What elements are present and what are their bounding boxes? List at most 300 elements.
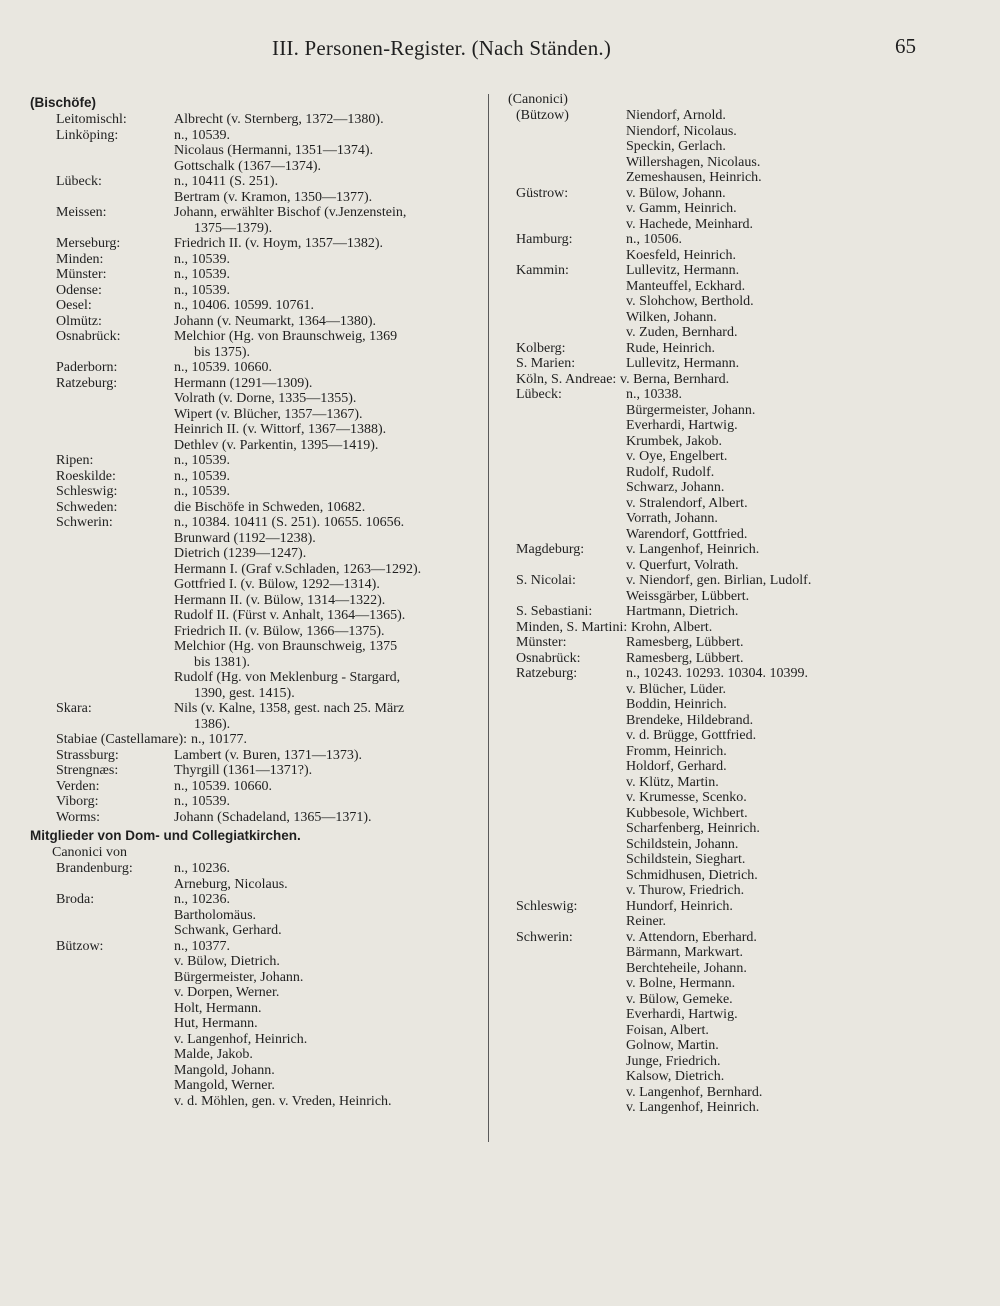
register-entry bbox=[508, 465, 978, 481]
entry-text: n., 10539. bbox=[174, 267, 230, 282]
entry-place: Paderborn: bbox=[56, 360, 118, 375]
entry-text: v. Dorpen, Werner. bbox=[174, 985, 280, 1000]
register-entry bbox=[508, 248, 978, 264]
entry-place: S. Sebastiani: bbox=[516, 604, 593, 619]
entry-text: v. Bülow, Gemeke. bbox=[626, 991, 733, 1007]
register-entry bbox=[508, 434, 978, 450]
entry-text: Schildstein, Johann. bbox=[626, 836, 739, 852]
register-entry bbox=[508, 279, 978, 295]
entry-text: n., 10539. bbox=[174, 282, 230, 298]
entry-place: Lübeck: bbox=[56, 174, 102, 189]
canonici-register-continued bbox=[508, 108, 978, 1116]
entry-text: Hundorf, Heinrich. bbox=[626, 898, 733, 914]
entry-text: n., 10177. bbox=[191, 732, 247, 747]
register-entry bbox=[508, 403, 978, 419]
entry-place: Merseburg: bbox=[56, 236, 121, 251]
entry-text: Brendeke, Hildebrand. bbox=[626, 712, 754, 728]
entry-text: Brunward (1192—1238). bbox=[174, 530, 316, 546]
register-entry bbox=[30, 298, 480, 314]
register-entry bbox=[30, 283, 480, 299]
register-entry bbox=[508, 294, 978, 310]
entry-text: Hartmann, Dietrich. bbox=[626, 604, 739, 619]
entry-text: n., 10406. 10599. 10761. bbox=[174, 298, 314, 313]
register-entry bbox=[30, 515, 480, 531]
entry-place: Kolberg: bbox=[516, 340, 566, 356]
entry-place: Schweden: bbox=[56, 499, 118, 515]
entry-place: Verden: bbox=[56, 778, 100, 794]
register-entry bbox=[508, 852, 978, 868]
entry-text: Schwank, Gerhard. bbox=[174, 923, 282, 938]
register-entry bbox=[508, 666, 978, 682]
page-title: III. Personen-Register. (Nach Ständen.) bbox=[272, 36, 612, 60]
register-entry bbox=[30, 345, 480, 361]
entry-text: Bürgermeister, Johann. bbox=[174, 969, 304, 985]
entry-text: v. d. Brügge, Gottfried. bbox=[626, 728, 757, 743]
entry-place: Meissen: bbox=[56, 205, 107, 220]
register-entry bbox=[30, 360, 480, 376]
entry-place: Güstrow: bbox=[516, 185, 569, 201]
register-entry bbox=[30, 407, 480, 423]
register-entry bbox=[508, 635, 978, 651]
entry-text: v. Bülow, Dietrich. bbox=[174, 954, 280, 969]
entry-text: Manteuffel, Eckhard. bbox=[626, 278, 746, 294]
entry-text: Schwarz, Johann. bbox=[626, 480, 725, 495]
entry-text: Rudolf, Rudolf. bbox=[626, 464, 715, 480]
entry-place: (Bützow) bbox=[516, 108, 569, 123]
entry-place: Worms: bbox=[56, 809, 100, 825]
register-entry bbox=[30, 763, 480, 779]
entry-text: n., 10377. bbox=[174, 938, 230, 954]
register-entry bbox=[508, 1069, 978, 1085]
entry-place: Lübeck: bbox=[516, 387, 562, 402]
entry-text: Bartholomäus. bbox=[174, 907, 257, 923]
entry-place: Ratzeburg: bbox=[56, 375, 118, 391]
register-entry bbox=[30, 531, 480, 547]
entry-text: Lullevitz, Hermann. bbox=[626, 263, 740, 278]
entry-text: Hermann II. (v. Bülow, 1314—1322). bbox=[174, 592, 386, 608]
entry-text: Friedrich II. (v. Bülow, 1366—1375). bbox=[174, 623, 385, 639]
entry-text: n., 10539. bbox=[174, 794, 230, 809]
register-entry bbox=[30, 484, 480, 500]
register-entry bbox=[30, 1078, 480, 1094]
register-entry bbox=[30, 985, 480, 1001]
register-entry bbox=[508, 496, 978, 512]
page-header bbox=[0, 36, 1000, 66]
register-entry bbox=[508, 124, 978, 140]
entry-text: n., 10539. bbox=[174, 468, 230, 484]
entry-place: Münster: bbox=[516, 635, 567, 650]
register-entry bbox=[30, 391, 480, 407]
register-entry bbox=[30, 546, 480, 562]
register-entry bbox=[508, 1038, 978, 1054]
entry-text: Melchior (Hg. von Braunschweig, 1375 bbox=[174, 639, 398, 654]
entry-text: Albrecht (v. Sternberg, 1372—1380). bbox=[174, 112, 384, 127]
register-entry bbox=[508, 341, 978, 357]
entry-text: bis 1381). bbox=[194, 654, 250, 670]
register-entry bbox=[508, 527, 978, 543]
register-entry bbox=[508, 201, 978, 217]
entry-text: Lambert (v. Buren, 1371—1373). bbox=[174, 747, 363, 763]
register-entry bbox=[30, 732, 480, 748]
register-entry bbox=[508, 806, 978, 822]
canonici-register bbox=[30, 861, 480, 1109]
entry-text: Junge, Friedrich. bbox=[626, 1053, 721, 1069]
register-entry bbox=[508, 604, 978, 620]
section-heading-bishops: (Bischöfe) bbox=[30, 95, 97, 110]
entry-text: die Bischöfe in Schweden, 10682. bbox=[174, 499, 366, 515]
section-heading-members: Mitglieder von Dom- und Collegiatkirchen. bbox=[30, 828, 301, 843]
entry-text: n., 10539. bbox=[174, 251, 230, 267]
entry-text: v. Stralendorf, Albert. bbox=[626, 495, 748, 511]
register-entry bbox=[508, 511, 978, 527]
entry-text: Willershagen, Nicolaus. bbox=[626, 154, 761, 170]
entry-text: Johann (Schadeland, 1365—1371). bbox=[174, 809, 372, 825]
register-entry bbox=[508, 945, 978, 961]
register-entry bbox=[30, 810, 480, 826]
entry-text: Koesfeld, Heinrich. bbox=[626, 247, 737, 263]
register-entry bbox=[30, 174, 480, 190]
register-entry bbox=[30, 469, 480, 485]
entry-text: v. Krumesse, Scenko. bbox=[626, 790, 747, 805]
register-entry bbox=[30, 892, 480, 908]
entry-place: S. Marien: bbox=[516, 356, 576, 371]
entry-text: Gottschalk (1367—1374). bbox=[174, 158, 321, 174]
register-entry bbox=[508, 775, 978, 791]
register-entry bbox=[30, 908, 480, 924]
register-entry bbox=[508, 155, 978, 171]
register-entry bbox=[30, 236, 480, 252]
entry-place: Strengnæs: bbox=[56, 763, 119, 778]
entry-place: Münster: bbox=[56, 267, 107, 282]
entry-place: Magdeburg: bbox=[516, 542, 585, 557]
entry-text: Krohn, Albert. bbox=[631, 619, 713, 635]
entry-text: Friedrich II. (v. Hoym, 1357—1382). bbox=[174, 236, 384, 251]
entry-text: Ramesberg, Lübbert. bbox=[626, 635, 744, 650]
register-entry bbox=[508, 558, 978, 574]
register-entry bbox=[508, 821, 978, 837]
register-entry bbox=[508, 759, 978, 775]
register-entry bbox=[30, 794, 480, 810]
entry-place: S. Nicolai: bbox=[516, 573, 576, 588]
register-entry bbox=[30, 143, 480, 159]
entry-place: Broda: bbox=[56, 892, 95, 907]
entry-text: 1375—1379). bbox=[194, 220, 273, 236]
register-entry bbox=[30, 1094, 480, 1110]
register-entry bbox=[508, 1085, 978, 1101]
register-entry bbox=[30, 252, 480, 268]
entry-text: v. Attendorn, Eberhard. bbox=[626, 929, 757, 945]
entry-text: v. Berna, Bernhard. bbox=[620, 371, 730, 387]
entry-text: Volrath (v. Dorne, 1335—1355). bbox=[174, 391, 357, 406]
register-entry bbox=[30, 577, 480, 593]
register-entry bbox=[30, 670, 480, 686]
register-entry bbox=[30, 655, 480, 671]
entry-place: Ripen: bbox=[56, 453, 94, 468]
register-entry bbox=[30, 608, 480, 624]
entry-text: Hermann I. (Graf v.Schladen, 1263—1292). bbox=[174, 561, 422, 577]
entry-place: Strassburg: bbox=[56, 747, 119, 763]
entry-text: n., 10539. bbox=[174, 127, 230, 143]
entry-text: Golnow, Martin. bbox=[626, 1038, 719, 1053]
register-entry bbox=[508, 325, 978, 341]
register-entry bbox=[508, 263, 978, 279]
register-entry bbox=[30, 748, 480, 764]
entry-text: Niendorf, Nicolaus. bbox=[626, 123, 737, 139]
right-column bbox=[508, 92, 978, 1116]
entry-text: Kalsow, Dietrich. bbox=[626, 1069, 725, 1084]
entry-place: Köln, S. Andreae: bbox=[516, 371, 617, 387]
entry-text: Schmidhusen, Dietrich. bbox=[626, 867, 758, 883]
entry-text: Johann, erwählter Bischof (v.Jenzenstein, bbox=[174, 205, 407, 220]
register-entry bbox=[30, 923, 480, 939]
register-entry bbox=[508, 573, 978, 589]
entry-place: Brandenburg: bbox=[56, 861, 133, 876]
register-entry bbox=[30, 701, 480, 717]
register-entry bbox=[508, 992, 978, 1008]
entry-text: n., 10539. 10660. bbox=[174, 360, 272, 375]
entry-text: n., 10338. bbox=[626, 387, 682, 402]
register-entry bbox=[30, 190, 480, 206]
register-entry bbox=[30, 159, 480, 175]
entry-text: Thyrgill (1361—1371?). bbox=[174, 763, 313, 778]
entry-text: n., 10539. 10660. bbox=[174, 778, 272, 794]
entry-place: Oesel: bbox=[56, 298, 92, 313]
register-entry bbox=[508, 651, 978, 667]
entry-text: v. Langenhof, Heinrich. bbox=[626, 542, 760, 557]
register-entry bbox=[508, 480, 978, 496]
entry-text: v. Klütz, Martin. bbox=[626, 774, 719, 790]
entry-place: Hamburg: bbox=[516, 232, 573, 247]
entry-text: Speckin, Gerlach. bbox=[626, 139, 726, 154]
entry-text: Melchior (Hg. von Braunschweig, 1369 bbox=[174, 329, 398, 344]
register-entry bbox=[508, 356, 978, 372]
entry-text: v. Bülow, Johann. bbox=[626, 185, 726, 201]
entry-place: Viborg: bbox=[56, 794, 99, 809]
entry-text: n., 10243. 10293. 10304. 10399. bbox=[626, 666, 808, 681]
entry-text: n., 10539. bbox=[174, 453, 230, 468]
entry-place: Schleswig: bbox=[56, 484, 118, 499]
entry-place: Osnabrück: bbox=[56, 329, 121, 344]
entry-place: Bützow: bbox=[56, 938, 104, 954]
register-entry bbox=[508, 1023, 978, 1039]
register-entry bbox=[508, 170, 978, 186]
entry-place: Schwerin: bbox=[516, 929, 573, 945]
register-entry bbox=[508, 1007, 978, 1023]
entry-text: Niendorf, Arnold. bbox=[626, 108, 726, 123]
entry-text: v. Slohchow, Berthold. bbox=[626, 294, 754, 309]
entry-text: Rude, Heinrich. bbox=[626, 340, 716, 356]
register-entry bbox=[508, 1100, 978, 1116]
entry-text: v. Langenhof, Heinrich. bbox=[626, 1100, 760, 1115]
entry-place: Minden, S. Martini: bbox=[516, 619, 628, 635]
entry-place: Ratzeburg: bbox=[516, 666, 578, 681]
register-entry bbox=[508, 744, 978, 760]
entry-text: n., 10506. bbox=[626, 232, 682, 247]
register-entry bbox=[508, 899, 978, 915]
entry-text: v. Niendorf, gen. Birlian, Ludolf. bbox=[626, 573, 812, 588]
entry-text: Berchteheile, Johann. bbox=[626, 960, 747, 976]
entry-text: 1386). bbox=[194, 716, 231, 732]
entry-text: Wipert (v. Blücher, 1357—1367). bbox=[174, 406, 363, 422]
entry-text: Boddin, Heinrich. bbox=[626, 697, 727, 712]
register-entry bbox=[30, 1032, 480, 1048]
entry-text: Bertram (v. Kramon, 1350—1377). bbox=[174, 189, 373, 205]
entry-text: Mangold, Werner. bbox=[174, 1078, 275, 1093]
entry-text: Johann (v. Neumarkt, 1364—1380). bbox=[174, 313, 377, 329]
register-entry bbox=[508, 930, 978, 946]
register-entry bbox=[30, 221, 480, 237]
entry-text: Rudolf (Hg. von Meklenburg - Stargard, bbox=[174, 670, 401, 685]
entry-text: Zemeshausen, Heinrich. bbox=[626, 170, 762, 185]
register-entry bbox=[30, 593, 480, 609]
register-entry bbox=[508, 620, 978, 636]
entry-text: v. Gamm, Heinrich. bbox=[626, 201, 737, 216]
register-entry bbox=[508, 108, 978, 124]
entry-text: Rudolf II. (Fürst v. Anhalt, 1364—1365). bbox=[174, 608, 406, 623]
entry-text: n., 10384. 10411 (S. 251). 10655. 10656. bbox=[174, 515, 405, 530]
register-entry bbox=[508, 372, 978, 388]
entry-place: Linköping: bbox=[56, 127, 119, 143]
entry-text: Heinrich II. (v. Wittorf, 1367—1388). bbox=[174, 422, 387, 437]
left-column bbox=[30, 92, 480, 1109]
entry-place: Roeskilde: bbox=[56, 468, 116, 484]
register-entry bbox=[508, 682, 978, 698]
register-entry bbox=[30, 877, 480, 893]
entry-text: Malde, Jakob. bbox=[174, 1047, 253, 1062]
register-entry bbox=[30, 861, 480, 877]
entry-text: Holdorf, Gerhard. bbox=[626, 759, 727, 774]
register-entry bbox=[30, 453, 480, 469]
entry-place: Stabiae (Castellamare): bbox=[56, 732, 187, 747]
entry-place: Kammin: bbox=[516, 263, 569, 278]
register-entry bbox=[30, 970, 480, 986]
entry-text: Ramesberg, Lübbert. bbox=[626, 650, 744, 666]
register-entry bbox=[508, 728, 978, 744]
canonici-subheading: Canonici von bbox=[52, 845, 128, 860]
entry-text: v. Hachede, Meinhard. bbox=[626, 216, 753, 232]
entry-text: Gottfried I. (v. Bülow, 1292—1314). bbox=[174, 577, 380, 592]
entry-text: Reiner. bbox=[626, 914, 667, 929]
entry-text: n., 10411 (S. 251). bbox=[174, 174, 279, 189]
register-entry bbox=[30, 205, 480, 221]
register-entry bbox=[30, 376, 480, 392]
register-entry bbox=[508, 914, 978, 930]
register-entry bbox=[508, 449, 978, 465]
entry-text: Weissgärber, Lübbert. bbox=[626, 588, 750, 604]
entry-text: 1390, gest. 1415). bbox=[194, 685, 295, 701]
entry-text: Arneburg, Nicolaus. bbox=[174, 876, 288, 892]
bishops-register bbox=[30, 112, 480, 825]
register-entry bbox=[30, 939, 480, 955]
entry-text: v. Bolne, Hermann. bbox=[626, 976, 736, 991]
register-entry bbox=[30, 329, 480, 345]
register-entry bbox=[508, 837, 978, 853]
entry-text: v. Blücher, Lüder. bbox=[626, 681, 727, 697]
register-entry bbox=[30, 438, 480, 454]
entry-place: Skara: bbox=[56, 701, 92, 716]
entry-place: Schwerin: bbox=[56, 515, 113, 530]
register-entry bbox=[30, 1016, 480, 1032]
register-entry bbox=[508, 697, 978, 713]
entry-text: v. Oye, Engelbert. bbox=[626, 449, 728, 464]
entry-text: Bärmann, Markwart. bbox=[626, 945, 744, 960]
register-entry bbox=[508, 217, 978, 233]
page-number: 65 bbox=[895, 34, 916, 58]
entry-text: n., 10539. bbox=[174, 484, 230, 499]
entry-text: n., 10236. bbox=[174, 861, 230, 876]
entry-text: Warendorf, Gottfried. bbox=[626, 526, 748, 542]
register-entry bbox=[508, 186, 978, 202]
entry-place: Leitomischl: bbox=[56, 112, 127, 127]
register-entry bbox=[508, 713, 978, 729]
register-entry bbox=[508, 883, 978, 899]
entry-text: Mangold, Johann. bbox=[174, 1062, 275, 1078]
entry-place: Minden: bbox=[56, 251, 104, 267]
register-entry bbox=[508, 310, 978, 326]
register-entry bbox=[30, 314, 480, 330]
register-entry bbox=[508, 961, 978, 977]
register-entry bbox=[508, 387, 978, 403]
entry-text: v. Querfurt, Volrath. bbox=[626, 557, 739, 573]
entry-text: n., 10236. bbox=[174, 892, 230, 907]
entry-text: v. Langenhof, Bernhard. bbox=[626, 1084, 763, 1100]
entry-text: v. Thurow, Friedrich. bbox=[626, 883, 745, 898]
entry-text: Lullevitz, Hermann. bbox=[626, 356, 740, 371]
register-entry bbox=[508, 1054, 978, 1070]
entry-text: Hut, Hermann. bbox=[174, 1016, 258, 1031]
entry-text: Hermann (1291—1309). bbox=[174, 375, 313, 391]
entry-place: Olmütz: bbox=[56, 313, 102, 329]
register-entry bbox=[30, 686, 480, 702]
register-entry bbox=[30, 422, 480, 438]
register-entry bbox=[30, 717, 480, 733]
entry-text: v. d. Möhlen, gen. v. Vreden, Heinrich. bbox=[174, 1093, 392, 1109]
register-entry bbox=[30, 112, 480, 128]
register-entry bbox=[30, 639, 480, 655]
entry-text: Foisan, Albert. bbox=[626, 1022, 709, 1038]
entry-text: Dietrich (1239—1247). bbox=[174, 546, 307, 561]
register-entry bbox=[508, 589, 978, 605]
register-entry bbox=[508, 868, 978, 884]
entry-text: Scharfenberg, Heinrich. bbox=[626, 821, 760, 836]
entry-text: v. Zuden, Bernhard. bbox=[626, 325, 738, 340]
entry-text: Everhardi, Hartwig. bbox=[626, 418, 738, 433]
register-entry bbox=[30, 1063, 480, 1079]
register-entry bbox=[30, 267, 480, 283]
register-entry bbox=[30, 954, 480, 970]
entry-text: Krumbek, Jakob. bbox=[626, 433, 723, 449]
entry-text: Fromm, Heinrich. bbox=[626, 743, 727, 759]
register-entry bbox=[30, 1047, 480, 1063]
register-entry bbox=[508, 790, 978, 806]
entry-text: Schildstein, Sieghart. bbox=[626, 852, 746, 867]
entry-place: Odense: bbox=[56, 282, 102, 298]
entry-text: bis 1375). bbox=[194, 344, 250, 360]
register-entry bbox=[508, 976, 978, 992]
register-entry bbox=[30, 500, 480, 516]
entry-place: Schleswig: bbox=[516, 898, 578, 914]
register-entry bbox=[508, 418, 978, 434]
continuation-heading: (Canonici) bbox=[508, 92, 568, 107]
register-entry bbox=[30, 128, 480, 144]
entry-text: Wilken, Johann. bbox=[626, 309, 717, 325]
entry-text: Holt, Hermann. bbox=[174, 1000, 262, 1016]
register-entry bbox=[30, 1001, 480, 1017]
entry-text: Kubbesole, Wichbert. bbox=[626, 805, 748, 821]
register-entry bbox=[30, 624, 480, 640]
entry-text: Bürgermeister, Johann. bbox=[626, 402, 756, 418]
column-divider bbox=[488, 94, 489, 1142]
